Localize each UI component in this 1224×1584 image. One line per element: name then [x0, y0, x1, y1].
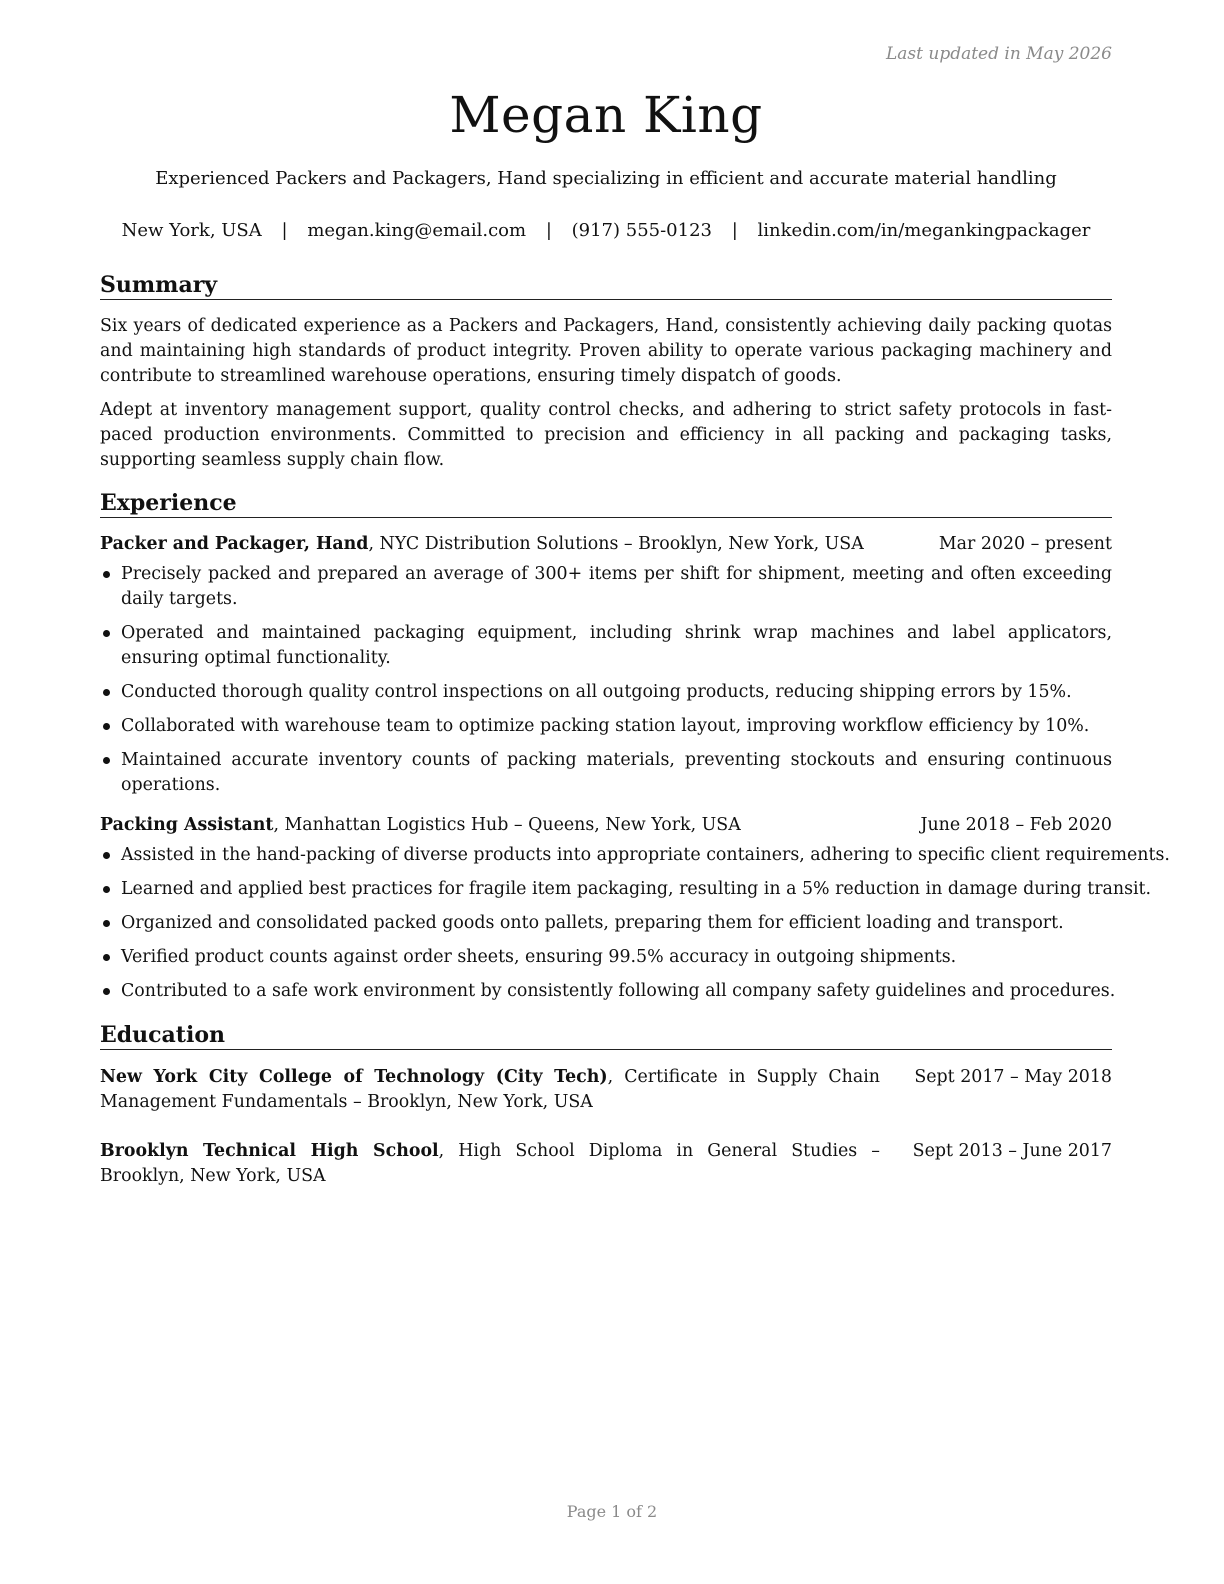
list-item [100, 945, 1112, 970]
school-name: Brooklyn Technical High School [100, 1141, 439, 1161]
bullet-text: Precisely packed and prepared an average of 300+ items per shift for shipment, meeting and often exceeding daily targets. [121, 564, 1112, 609]
education-entry [100, 1065, 1112, 1115]
contact-email[interactable]: megan.king@email.com [307, 220, 527, 241]
list-item [100, 843, 1170, 868]
bullet-text: Verified product counts against order sheets, ensuring 99.5% accuracy in outgoing shipments. [121, 947, 957, 967]
job-dates: June 2018 – Feb 2020 [920, 815, 1112, 835]
bullet-icon [103, 886, 110, 893]
contact-separator: | [281, 220, 288, 241]
bullet-icon [103, 689, 110, 696]
bullet-text: Organized and consolidated packed goods onto pallets, preparing them for efficient loading and transport. [121, 913, 1064, 933]
list-item [100, 911, 1112, 936]
list-item [100, 680, 1112, 705]
bullet-icon [103, 757, 110, 764]
bullet-icon [103, 723, 110, 730]
bullet-text: Collaborated with warehouse team to optimize packing station layout, improving workflow efficiency by 10%. [121, 716, 1090, 736]
education-heading: Education [100, 1022, 1112, 1050]
summary-paragraph-2: Adept at inventory management support, quality control checks, and adhering to strict safety protocols in fast-paced production environments. Committed to precision and efficiency in all packing and packaging tasks, supporting seamless supply chain flow. [100, 400, 1112, 470]
education-description [100, 1139, 880, 1189]
tagline: Experienced Packers and Packagers, Hand specializing in efficient and accurate material handling [155, 168, 1057, 189]
contact-linkedin[interactable]: linkedin.com/in/megankingpackager [757, 220, 1091, 241]
bullet-icon [103, 920, 110, 927]
last-updated-note: Last updated in May 2026 [885, 44, 1112, 64]
summary-paragraph-1: Six years of dedicated experience as a Packers and Packagers, Hand, consistently achieving daily packing quotas and maintaining high standards of product integrity. Proven ability to operate various packaging machinery and contribute to streamlined warehouse operations, ensuring timely dispatch of goods. [100, 316, 1112, 386]
education-description [100, 1065, 880, 1115]
resume-page [100, 0, 1170, 1584]
contact-location: New York, USA [121, 220, 262, 241]
job-role: Packing Assistant [100, 815, 274, 835]
contact-separator: | [731, 220, 738, 241]
bullet-text: Learned and applied best practices for fragile item packaging, resulting in a 5% reduction in damage during transit. [121, 879, 1152, 899]
job-dates: Mar 2020 – present [938, 534, 1112, 554]
job-bullet-list [100, 562, 1112, 807]
contact-phone[interactable]: (917) 555-0123 [571, 220, 712, 241]
list-item [100, 979, 1116, 1004]
education-dates: Sept 2013 – June 2017 [912, 1141, 1112, 1161]
job-details: , Manhattan Logistics Hub – Queens, New York, USA [273, 815, 741, 835]
bullet-text: Maintained accurate inventory counts of packing materials, preventing stockouts and ensuring continuous operations. [121, 750, 1112, 795]
bullet-icon [103, 852, 110, 859]
school-name: New York City College of Technology (City Tech) [100, 1067, 608, 1087]
bullet-text: Assisted in the hand-packing of diverse products into appropriate containers, adhering to specific client requirements. [121, 845, 1170, 865]
list-item [100, 562, 1112, 612]
education-details: , High School Diploma in General Studies – Brooklyn, New York, USA [100, 1141, 880, 1186]
page-number: Page 1 of 2 [566, 1502, 658, 1521]
job-heading [100, 532, 1112, 557]
education-entry [100, 1139, 1112, 1189]
candidate-name: Megan King [449, 86, 763, 144]
bullet-icon [103, 630, 110, 637]
contact-line [80, 220, 1132, 241]
list-item [100, 877, 1152, 902]
bullet-text: Operated and maintained packaging equipment, including shrink wrap machines and label applicators, ensuring optimal functionality. [121, 623, 1112, 668]
list-item [100, 621, 1112, 671]
bullet-text: Contributed to a safe work environment by consistently following all company safety guidelines and procedures. [121, 981, 1116, 1001]
job-heading [100, 813, 1112, 838]
bullet-icon [103, 571, 110, 578]
list-item [100, 748, 1112, 798]
job-role: Packer and Packager, Hand [100, 534, 369, 554]
experience-heading: Experience [100, 490, 1112, 518]
contact-separator: | [545, 220, 552, 241]
summary-heading: Summary [100, 272, 1112, 300]
bullet-text: Conducted thorough quality control inspections on all outgoing products, reducing shipping errors by 15%. [121, 682, 1072, 702]
list-item [100, 714, 1112, 739]
bullet-icon [103, 988, 110, 995]
education-dates: Sept 2017 – May 2018 [914, 1067, 1112, 1087]
bullet-icon [103, 954, 110, 961]
education-details: , Certificate in Supply Chain Management Fundamentals – Brooklyn, New York, USA [100, 1067, 880, 1112]
job-bullet-list [100, 843, 1170, 1013]
job-details: , NYC Distribution Solutions – Brooklyn, New York, USA [368, 534, 864, 554]
